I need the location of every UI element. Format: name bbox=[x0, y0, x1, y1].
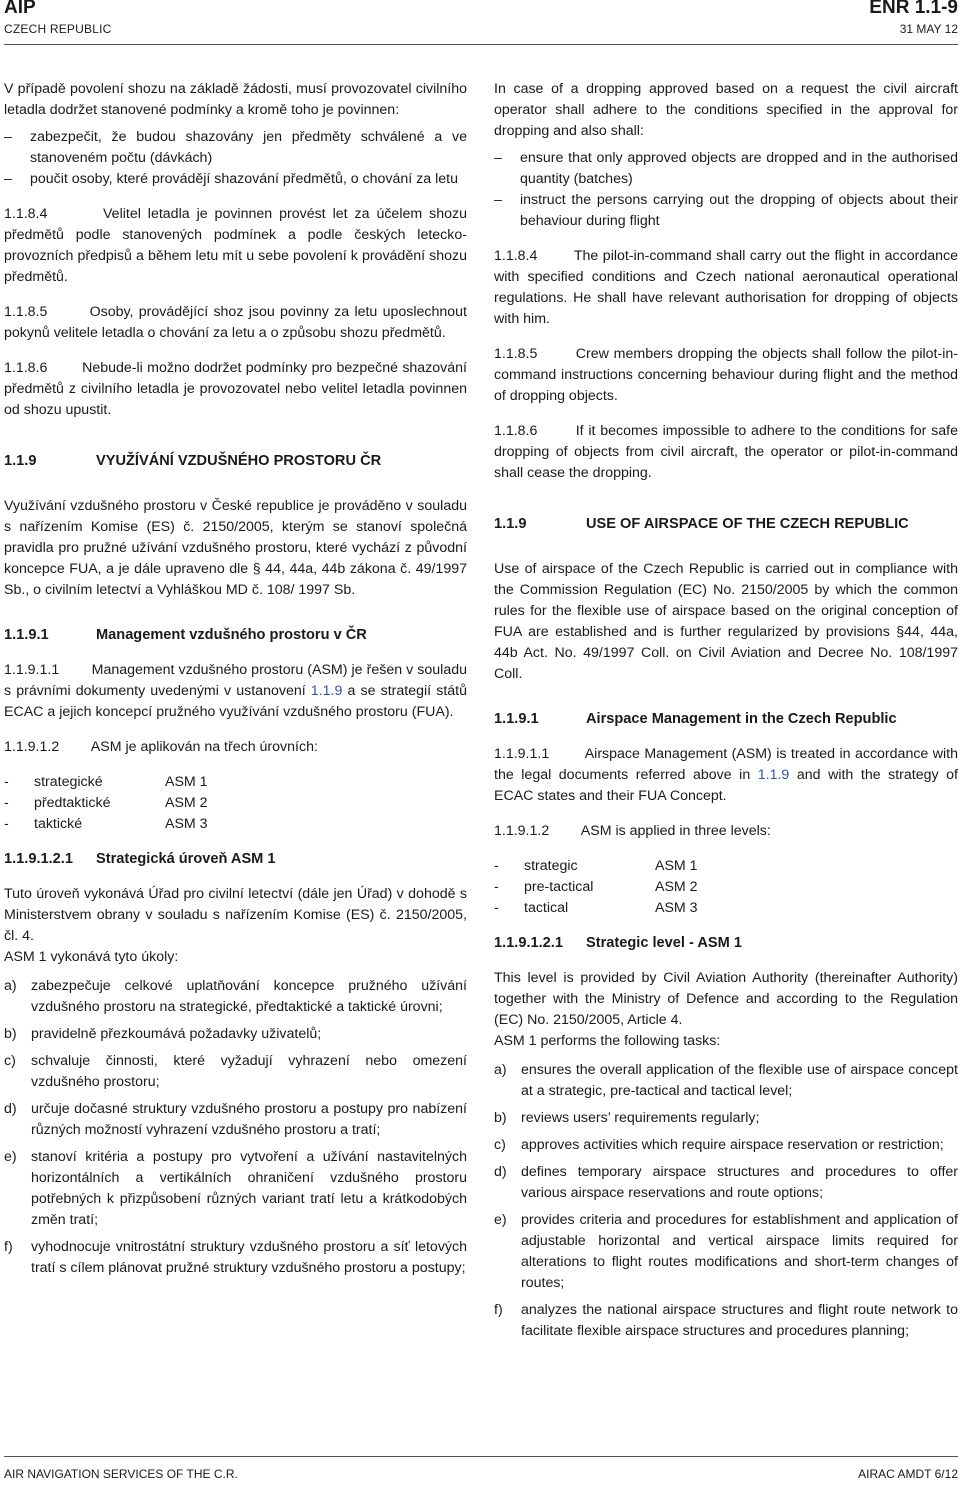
list-item bbox=[4, 1099, 467, 1141]
heading-number: 1.1.9.1 bbox=[494, 711, 539, 727]
cz-levels-list bbox=[4, 772, 467, 835]
list-item bbox=[494, 898, 958, 919]
publication-title: AIP bbox=[4, 0, 36, 18]
en-para-1-1-9: Use of airspace of the Czech Republic is carried out in compliance with the Commission Regulation (EC) No. 2150/2005 by which the common rules for the flexible use of airspace based on the original conception of FUA are established and is further regularized by provisions §44, 44a, 44b Act. No. 49/1997 Coll. on Civil Aviation and Decree No. 108/1997 Coll. bbox=[494, 561, 958, 682]
para-number: 1.1.8.5 bbox=[4, 304, 48, 320]
list-item bbox=[494, 1162, 958, 1204]
para-number: 1.1.9.1.1 bbox=[4, 662, 60, 678]
cz-dropping-intro: V případě povolení shozu na základě žádosti, musí provozovatel civilního letadla dodržet stanovené podmínky a kromě toho je povinnen: bbox=[4, 81, 467, 118]
amendment-number: AIRAC AMDT 6/12 bbox=[858, 1467, 958, 1481]
item-letter: a) bbox=[4, 978, 17, 994]
level-code: ASM 3 bbox=[165, 816, 208, 832]
en-bullet-list bbox=[494, 148, 958, 232]
level-name: pre-tactical bbox=[524, 879, 594, 895]
list-item bbox=[4, 1051, 467, 1093]
effective-date: 31 MAY 12 bbox=[899, 22, 958, 36]
en-heading-1-1-9-1-2-1 bbox=[494, 933, 958, 954]
dash-marker: - bbox=[4, 795, 9, 811]
item-text: určuje dočasné struktury vzdušného prostoru a postupy pro nabízení různých možností vyhrazení vzdušného prostoru a tratí; bbox=[31, 1101, 467, 1138]
list-item bbox=[4, 1237, 467, 1279]
item-text: pravidelně přezkoumává požadavky uživatelů; bbox=[31, 1026, 322, 1042]
item-text: provides criteria and procedures for establishment and application of adjustable horizontal and vertical airspace limits required for alterations to flight routes modifications and short-term changes of routes; bbox=[521, 1212, 958, 1291]
en-para-1-1-8-5 bbox=[494, 344, 958, 407]
item-letter: c) bbox=[494, 1137, 506, 1153]
en-para-1-1-8-6 bbox=[494, 421, 958, 484]
list-item bbox=[494, 1060, 958, 1102]
list-item bbox=[494, 856, 958, 877]
list-item bbox=[494, 877, 958, 898]
item-letter: f) bbox=[4, 1239, 13, 1255]
en-levels-list bbox=[494, 856, 958, 919]
level-code: ASM 1 bbox=[655, 858, 698, 874]
list-item bbox=[494, 1108, 958, 1129]
heading-text: Management vzdušného prostoru v ČR bbox=[96, 627, 367, 643]
cross-reference-link[interactable]: 1.1.9 bbox=[757, 767, 790, 783]
heading-text: USE OF AIRSPACE OF THE CZECH REPUBLIC bbox=[586, 516, 909, 532]
item-text: zabezpečuje celkové uplatňování koncepce pružného užívání vzdušného prostoru na strategické, předtaktické a taktické úrovni; bbox=[31, 978, 467, 1015]
item-text: schvaluje činnosti, které vyžadují vyhrazení nebo omezení vzdušného prostoru; bbox=[31, 1053, 467, 1090]
para-number: 1.1.9.1.1 bbox=[494, 746, 550, 762]
item-letter: e) bbox=[494, 1212, 507, 1228]
dash-marker bbox=[494, 148, 520, 190]
level-name: taktické bbox=[34, 816, 83, 832]
page-footer bbox=[0, 1444, 960, 1488]
footer-divider bbox=[4, 1456, 958, 1457]
para-text: If it becomes impossible to adhere to the conditions for safe dropping of objects from civil aircraft, the operator or pilot-in-command shall cease the dropping. bbox=[494, 423, 958, 481]
list-item bbox=[494, 1300, 958, 1342]
cz-bullet-list bbox=[4, 127, 467, 190]
czech-column bbox=[4, 79, 467, 1285]
english-column bbox=[494, 79, 958, 1348]
en-dropping-intro: In case of a dropping approved based on a request the civil aircraft operator shall adhere to the conditions specified in the approval for dropping and also shall: bbox=[494, 81, 958, 139]
en-para-strategic-level: This level is provided by Civil Aviation Authority (thereinafter Authority) together with the Ministry of Defence and according to the Regulation (EC) No. 2150/2005, Article 4. bbox=[494, 970, 958, 1028]
issuing-authority: AIR NAVIGATION SERVICES OF THE C.R. bbox=[4, 1467, 238, 1481]
list-item bbox=[494, 1135, 958, 1156]
para-text: a se strategií států ECAC a jejich koncepcí pružného využívání vzdušného prostoru (FUA). bbox=[4, 683, 467, 720]
para-text: Velitel letadla je povinnen provést let za účelem shozu předmětů podle stanovených podmínek a podle českých letecko-provozních předpisů a během letu mít u sebe povolení k provádění shozu předmětů. bbox=[4, 206, 467, 285]
header-divider bbox=[4, 44, 958, 45]
para-number: 1.1.9.1.2 bbox=[494, 823, 550, 839]
cz-tasks-intro: ASM 1 vykonává tyto úkoly: bbox=[4, 949, 179, 965]
heading-text: VYUŽÍVÁNÍ VZDUŠNÉHO PROSTORU ČR bbox=[96, 453, 382, 469]
level-code: ASM 3 bbox=[655, 900, 698, 916]
dash-marker: - bbox=[4, 774, 9, 790]
level-name: strategické bbox=[34, 774, 103, 790]
en-tasks-list bbox=[494, 1060, 958, 1342]
heading-text: Strategic level - ASM 1 bbox=[586, 935, 742, 951]
item-text: reviews users’ requirements regularly; bbox=[521, 1110, 760, 1126]
list-item bbox=[4, 772, 467, 793]
list-item bbox=[494, 1210, 958, 1294]
heading-number: 1.1.9 bbox=[4, 453, 37, 469]
heading-text: Strategická úroveň ASM 1 bbox=[96, 851, 276, 867]
bullet-text: zabezpečit, že budou shazovány jen předměty schválené a ve stanoveném počtu (dávkách) bbox=[30, 129, 467, 166]
country-name: CZECH REPUBLIC bbox=[4, 22, 112, 36]
cz-para-1-1-8-6 bbox=[4, 358, 467, 421]
cz-para-1-1-9-1-2 bbox=[4, 737, 467, 758]
list-item bbox=[4, 127, 467, 169]
level-code: ASM 2 bbox=[165, 795, 208, 811]
dash-marker bbox=[494, 190, 520, 232]
bullet-text: poučit osoby, které provádějí shazování předmětů, o chování za letu bbox=[30, 171, 458, 187]
item-text: vyhodnocuje vnitrostátní struktury vzdušného prostoru a síť letových tratí s cílem plánovat pružné struktury vzdušného prostoru a postupy; bbox=[31, 1239, 467, 1276]
cz-para-strategic-level: Tuto úroveň vykonává Úřad pro civilní letectví (dále jen Úřad) v dohodě s Ministerstvem obrany v souladu s nařízením Komise (ES) č. 2150/2005, čl. 4. bbox=[4, 886, 467, 944]
en-para-1-1-8-4 bbox=[494, 246, 958, 330]
level-code: ASM 2 bbox=[655, 879, 698, 895]
en-heading-1-1-9 bbox=[494, 514, 958, 535]
cz-para-1-1-8-4 bbox=[4, 204, 467, 288]
para-number: 1.1.8.4 bbox=[4, 206, 48, 222]
heading-number: 1.1.9.1.2.1 bbox=[494, 935, 563, 951]
item-letter: d) bbox=[4, 1101, 17, 1117]
para-text: and with the strategy of ECAC states and their FUA Concept. bbox=[494, 767, 958, 804]
cz-para-1-1-9-1-1 bbox=[4, 660, 467, 723]
item-letter: f) bbox=[494, 1302, 503, 1318]
dash-marker: - bbox=[4, 816, 9, 832]
para-text: Crew members dropping the objects shall follow the pilot-in-command instructions concerning behaviour during flight and the method of dropping objects. bbox=[494, 346, 958, 404]
para-text: Nebude-li možno dodržet podmínky pro bezpečné shazování předmětů z civilního letadla je provozovatel nebo velitel letadla povinnen od shozu upustit. bbox=[4, 360, 467, 418]
heading-text: Airspace Management in the Czech Republic bbox=[586, 711, 897, 727]
list-item bbox=[494, 148, 958, 190]
heading-number: 1.1.9.1 bbox=[4, 627, 49, 643]
list-item bbox=[4, 793, 467, 814]
para-text: ASM is applied in three levels: bbox=[580, 823, 771, 839]
en-para-1-1-9-1-2 bbox=[494, 821, 958, 842]
cz-tasks-list bbox=[4, 976, 467, 1279]
para-text: Osoby, provádějící shoz jsou povinny za letu uposlechnout pokynů velitele letadla o chování za letu a o způsobu shozu předmětů. bbox=[4, 304, 467, 341]
para-text: ASM je aplikován na třech úrovních: bbox=[90, 739, 318, 755]
level-name: předtaktické bbox=[34, 795, 111, 811]
heading-number: 1.1.9 bbox=[494, 516, 527, 532]
list-item bbox=[4, 1147, 467, 1231]
para-number: 1.1.8.6 bbox=[4, 360, 48, 376]
en-tasks-intro: ASM 1 performs the following tasks: bbox=[494, 1033, 721, 1049]
list-item bbox=[4, 814, 467, 835]
cross-reference-link[interactable]: 1.1.9 bbox=[310, 683, 343, 699]
level-name: tactical bbox=[524, 900, 569, 916]
bullet-text: instruct the persons carrying out the dropping of objects about their behaviour during flight bbox=[520, 192, 958, 229]
item-letter: d) bbox=[494, 1164, 507, 1180]
page-code: ENR 1.1-9 bbox=[869, 0, 958, 18]
para-text: Airspace Management (ASM) is treated in accordance with the legal documents referred above in bbox=[494, 746, 958, 783]
item-letter: c) bbox=[4, 1053, 16, 1069]
dash-marker bbox=[4, 169, 30, 190]
level-code: ASM 1 bbox=[165, 774, 208, 790]
para-number: 1.1.8.6 bbox=[494, 423, 538, 439]
para-number: 1.1.8.4 bbox=[494, 248, 538, 264]
item-letter: a) bbox=[494, 1062, 507, 1078]
cz-para-1-1-9: Využívání vzdušného prostoru v České republice je prováděno v souladu s nařízením Komise (ES) č. 2150/2005, kterým se stanoví společná pravidla pro pružné užívání vzdušného prostoru, které vychází z původní koncepce FUA, a je dále upraveno dle § 44, 44a, 44b zákona č. 49/1997 Sb., o civilním letectví a Vyhláškou MD č. 108/ 1997 Sb. bbox=[4, 498, 467, 598]
en-para-1-1-9-1-1 bbox=[494, 744, 958, 807]
item-letter: e) bbox=[4, 1149, 17, 1165]
para-text: Management vzdušného prostoru (ASM) je řešen v souladu s právními dokumenty uvedenými v ustanovení bbox=[4, 662, 467, 699]
cz-heading-1-1-9-1-2-1 bbox=[4, 849, 467, 870]
item-text: analyzes the national airspace structures and flight route network to facilitate flexible airspace structures and procedures planning; bbox=[521, 1302, 958, 1339]
dash-marker bbox=[4, 127, 30, 169]
dash-marker: - bbox=[494, 900, 499, 916]
para-number: 1.1.9.1.2 bbox=[4, 739, 60, 755]
item-text: defines temporary airspace structures and procedures to offer various airspace reservations and route options; bbox=[521, 1164, 958, 1201]
item-text: approves activities which require airspace reservation or restriction; bbox=[521, 1137, 944, 1153]
heading-number: 1.1.9.1.2.1 bbox=[4, 851, 73, 867]
para-text: The pilot-in-command shall carry out the flight in accordance with specified conditions and Czech national aeronautical operational regulations. He shall have relevant authorisation for dropping of objects with him. bbox=[494, 248, 958, 327]
item-letter: b) bbox=[494, 1110, 507, 1126]
list-item bbox=[4, 169, 467, 190]
bullet-text: ensure that only approved objects are dropped and in the authorised quantity (batches) bbox=[520, 150, 958, 187]
dash-marker: - bbox=[494, 879, 499, 895]
level-name: strategic bbox=[524, 858, 578, 874]
en-heading-1-1-9-1 bbox=[494, 709, 958, 730]
item-letter: b) bbox=[4, 1026, 17, 1042]
item-text: stanoví kritéria a postupy pro vytvoření a užívání nastavitelných horizontálních a vertikálních ohraničení vzdušného prostoru potřebných k přizpůsobení různých variant tratí letu a krátkodobých změn tratí; bbox=[31, 1149, 467, 1228]
list-item bbox=[494, 190, 958, 232]
cz-para-1-1-8-5 bbox=[4, 302, 467, 344]
page-header bbox=[0, 0, 960, 66]
cz-heading-1-1-9-1 bbox=[4, 625, 467, 646]
list-item bbox=[4, 1024, 467, 1045]
para-number: 1.1.8.5 bbox=[494, 346, 538, 362]
dash-marker: - bbox=[494, 858, 499, 874]
list-item bbox=[4, 976, 467, 1018]
item-text: ensures the overall application of the flexible use of airspace concept at a strategic, pre-tactical and tactical level; bbox=[521, 1062, 958, 1099]
cz-heading-1-1-9 bbox=[4, 451, 467, 472]
